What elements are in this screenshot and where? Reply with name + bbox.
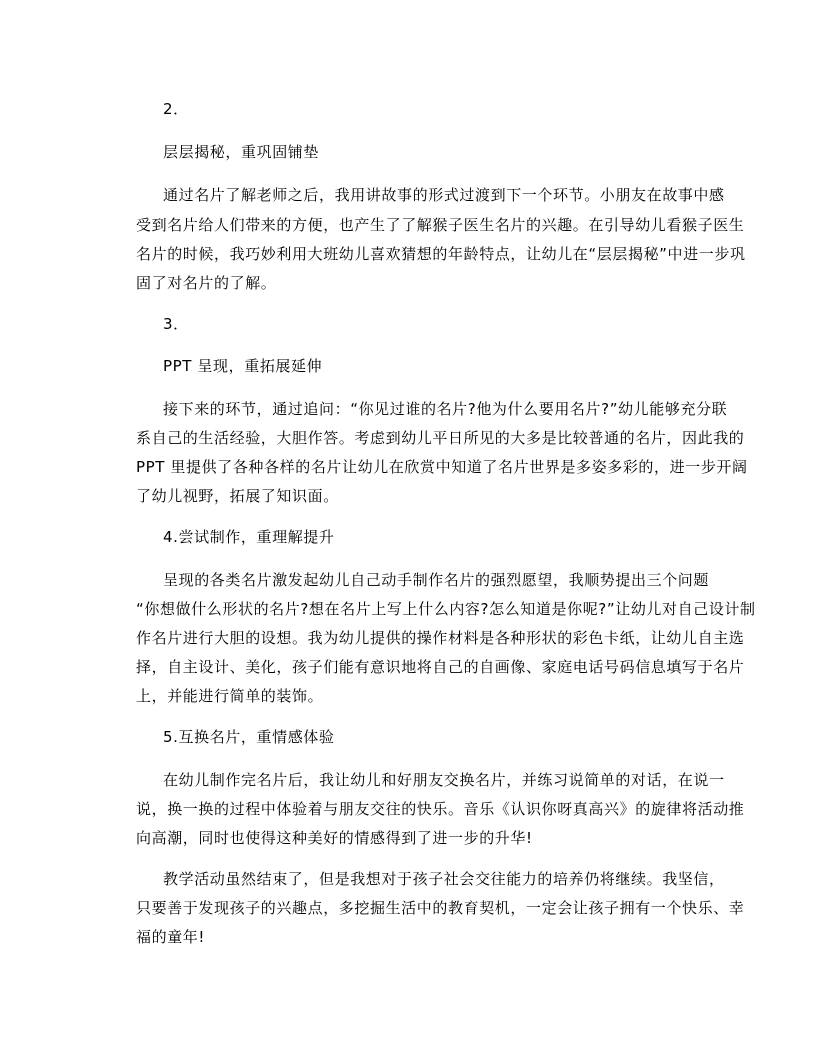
- text-line: PPT 里提供了各种各样的名片让幼儿在欣赏中知道了名片世界是多姿多彩的，进一步开阔: [136, 458, 748, 476]
- text-line: 了幼儿视野，拓展了知识面。: [136, 487, 339, 505]
- text-line: 在幼儿制作完名片后，我让幼儿和好朋友交换名片，并练习说简单的对话，在说一: [163, 771, 725, 789]
- text-line: 呈现的各类名片激发起幼儿自己动手制作名片的强烈愿望，我顺势提出三个问题: [163, 571, 710, 589]
- text-line: 择，自主设计、美化，孩子们能有意识地将自己的自画像、家庭电话号码信息填写于名片: [136, 658, 745, 676]
- text-line: 教学活动虽然结束了，但是我想对于孩子社会交往能力的培养仍将继续。我坚信，: [163, 870, 725, 888]
- text-line: 3．: [163, 315, 189, 333]
- text-line: 层层揭秘，重巩固铺垫: [163, 143, 320, 161]
- text-line: 受到名片给人们带来的方便，也产生了了解猴子医生名片的兴趣。在引导幼儿看猴子医生: [136, 216, 745, 234]
- text-line: PPT 呈现，重拓展延伸: [163, 357, 323, 375]
- text-line: 固了对名片的了解。: [136, 274, 277, 292]
- text-line: 通过名片了解老师之后，我用讲故事的形式过渡到下一个环节。小朋友在故事中感: [163, 186, 725, 204]
- text-line: 2．: [163, 100, 189, 118]
- text-line: 说，换一换的过程中体验着与朋友交往的快乐。音乐《认识你呀真高兴》的旋律将活动推: [136, 800, 745, 818]
- text-line: 上，并能进行简单的装饰。: [136, 687, 324, 705]
- text-line: 福的童年!: [136, 928, 206, 946]
- text-line: 作名片进行大胆的设想。我为幼儿提供的操作材料是各种形状的彩色卡纸，让幼儿自主选: [136, 629, 745, 647]
- text-line: 接下来的环节，通过追问：“你见过谁的名片?他为什么要用名片?”幼儿能够充分联: [163, 400, 728, 418]
- text-line: 向高潮，同时也使得这种美好的情感得到了进一步的升华!: [136, 829, 533, 847]
- text-line: 4.尝试制作，重理解提升: [163, 528, 335, 546]
- text-line: 名片的时候，我巧妙利用大班幼儿喜欢猜想的年龄特点，让幼儿在“层层揭秘”中进一步巩: [136, 245, 746, 263]
- text-line: “你想做什么形状的名片?想在名片上写上什么内容?怎么知道是你呢?”让幼儿对自己设计制: [136, 600, 756, 618]
- text-line: 5.互换名片，重情感体验: [163, 728, 335, 746]
- text-line: 系自己的生活经验，大胆作答。考虑到幼儿平日所见的大多是比较普通的名片，因此我的: [136, 429, 745, 447]
- text-line: 只要善于发现孩子的兴趣点，多挖掘生活中的教育契机，一定会让孩子拥有一个快乐、幸: [136, 899, 745, 917]
